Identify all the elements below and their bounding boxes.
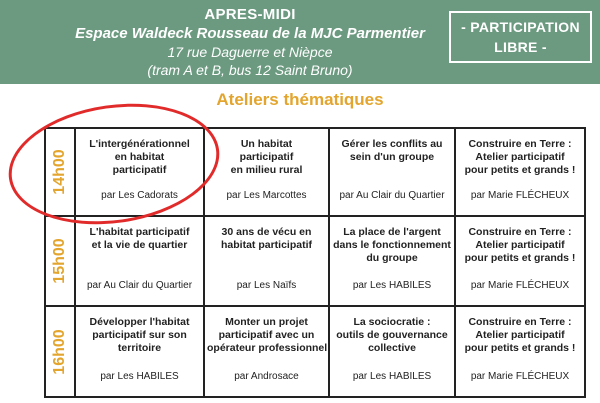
time-slot bbox=[46, 307, 76, 396]
time-slot bbox=[46, 217, 76, 307]
workshop-organizer: par Les Naïfs bbox=[236, 280, 297, 291]
workshop-title bbox=[78, 316, 201, 355]
time-label: 16h00 bbox=[51, 328, 68, 375]
workshop-organizer: par Marie FLÉCHEUX bbox=[470, 190, 570, 201]
workshop-title-line: participatif bbox=[112, 164, 167, 176]
workshop-organizer: par Marie FLÉCHEUX bbox=[470, 280, 570, 291]
workshop-title-line: 30 ans de vécu en bbox=[221, 226, 312, 238]
participation-badge bbox=[449, 11, 592, 63]
workshop-title-line: La sociocratie : bbox=[353, 316, 431, 328]
workshop-title-line: dans le fonctionnement bbox=[333, 239, 451, 251]
workshop-organizer: par Les HABILES bbox=[352, 280, 432, 291]
workshop-title-line: participatif bbox=[239, 151, 294, 163]
workshop-title-line: outils de gouvernance bbox=[336, 329, 448, 341]
workshop-cell bbox=[456, 217, 584, 307]
time-label: 15h00 bbox=[51, 238, 68, 284]
workshop-title bbox=[207, 226, 326, 252]
time-slot bbox=[46, 129, 76, 217]
workshop-cell bbox=[456, 129, 584, 217]
workshop-organizer: par Les HABILES bbox=[100, 371, 179, 382]
badge-line-1: - PARTICIPATION bbox=[461, 19, 580, 35]
workshop-organizer: par Androsace bbox=[234, 371, 299, 382]
workshop-title-line: du groupe bbox=[366, 252, 418, 264]
workshop-schedule-grid bbox=[44, 127, 586, 398]
workshop-cell bbox=[205, 307, 330, 396]
workshop-title-line: et la vie de quartier bbox=[91, 239, 188, 251]
workshop-title-line: collective bbox=[368, 342, 416, 354]
workshop-title bbox=[78, 226, 201, 252]
workshop-title-line: opérateur professionnel bbox=[207, 342, 328, 354]
workshop-title-line: participatif sur son bbox=[92, 329, 187, 341]
workshop-title-line: L'habitat participatif bbox=[89, 226, 190, 238]
workshop-title-line: Atelier participatif bbox=[475, 151, 565, 163]
workshop-title-line: Construire en Terre : bbox=[468, 138, 572, 150]
workshop-title-line: La place de l'argent bbox=[343, 226, 441, 238]
workshop-title bbox=[332, 138, 452, 164]
workshop-title-line: Construire en Terre : bbox=[468, 316, 572, 328]
workshop-title-line: en habitat bbox=[114, 151, 165, 163]
workshop-title-line: Atelier participatif bbox=[475, 329, 565, 341]
badge-line-2: LIBRE - bbox=[494, 39, 547, 55]
workshop-title-line: territoire bbox=[117, 342, 162, 354]
workshop-cell bbox=[205, 129, 330, 217]
workshop-title-line: Développer l'habitat bbox=[89, 316, 190, 328]
workshop-organizer: par Au Clair du Quartier bbox=[339, 190, 445, 201]
header-transport: (tram A et B, bus 12 Saint Bruno) bbox=[147, 62, 353, 78]
workshop-cell bbox=[330, 129, 456, 217]
workshop-cell bbox=[205, 217, 330, 307]
section-title: Ateliers thématiques bbox=[216, 90, 384, 109]
workshop-title-line: Atelier participatif bbox=[475, 239, 565, 251]
workshop-organizer: par Les Cadorats bbox=[101, 190, 178, 201]
workshop-title bbox=[78, 138, 201, 177]
workshop-title bbox=[458, 226, 582, 265]
workshop-title-line: Un habitat bbox=[240, 138, 293, 150]
workshop-title bbox=[458, 138, 582, 177]
header-venue: Espace Waldeck Rousseau de la MJC Parmentier bbox=[75, 25, 425, 42]
workshop-title bbox=[458, 316, 582, 355]
workshop-title-line: pour petits et grands ! bbox=[464, 342, 576, 354]
workshop-title-line: sein d'un groupe bbox=[349, 151, 435, 163]
workshop-title-line: participatif avec un bbox=[218, 329, 315, 341]
workshop-title bbox=[332, 316, 452, 355]
header-banner bbox=[0, 0, 600, 84]
workshop-cell bbox=[76, 307, 205, 396]
workshop-organizer: par Les HABILES bbox=[352, 371, 432, 382]
workshop-organizer: par Les Marcottes bbox=[226, 190, 307, 201]
workshop-cell bbox=[456, 307, 584, 396]
workshop-cell bbox=[330, 217, 456, 307]
time-label: 14h00 bbox=[51, 149, 68, 195]
workshop-title-line: pour petits et grands ! bbox=[464, 164, 576, 176]
workshop-title-line: en milieu rural bbox=[230, 164, 303, 176]
workshop-cell bbox=[76, 129, 205, 217]
workshop-title-line: Construire en Terre : bbox=[468, 226, 572, 238]
workshop-title-line: L'intergénérationnel bbox=[89, 138, 190, 150]
workshop-title-line: pour petits et grands ! bbox=[464, 252, 576, 264]
workshop-title bbox=[207, 138, 326, 177]
header-address: 17 rue Daguerre et Nièpce bbox=[167, 44, 333, 60]
workshop-cell bbox=[330, 307, 456, 396]
workshop-cell bbox=[76, 217, 205, 307]
workshop-organizer: par Marie FLÉCHEUX bbox=[470, 371, 570, 382]
workshop-title bbox=[332, 226, 452, 265]
workshop-title-line: Gérer les conflits au bbox=[341, 138, 443, 150]
header-period: APRES-MIDI bbox=[204, 6, 296, 23]
workshop-title-line: habitat participatif bbox=[220, 239, 312, 251]
workshop-organizer: par Au Clair du Quartier bbox=[86, 280, 193, 291]
workshop-title bbox=[207, 316, 326, 355]
workshop-title-line: Monter un projet bbox=[225, 316, 308, 328]
